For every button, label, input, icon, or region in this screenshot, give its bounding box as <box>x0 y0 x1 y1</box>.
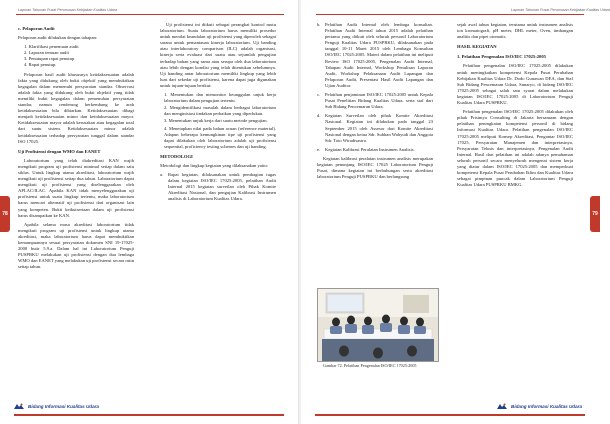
right-column-2 <box>457 22 573 191</box>
audit-step: 3. Penutupan rapat penutup <box>24 56 75 62</box>
audit-report-heading: c. Pelaporan Audit <box>18 26 55 31</box>
list-text: Pelatihan penjaminan ISO/IEC 17025:2005 untuk Kepala Pusat Penelitian Bidang Kualitas Udara, serta staf dari Sub Bidang Pencemaran Udara. <box>325 92 433 110</box>
list-text: Pelatihan Audit Internal oleh lembaga konsultan. Pelatihan Audit Internal tahun 2015 adalah pelatihan pertama yang diikuti oleh seluruh personil Laboratorium Penguji Kualitas Udara PUSPRKU, dilaksanakan pada tanggal 10-11 Maret 2015 oleh Lembaga Konsultan ISO/IEC 17025:2005. Materi dalam pelatihan ini meliputi Review ISO 17025:2005, Pengenalan Audit Internal, Tahapan Audit Internal, Workshop Penulisan Laporan Audit, Workshop Pelaksanaan Audit Lapangan dan Pelaporan Audit, Presentasi Hasil Audit Lapangan dan Ujian Auditor. <box>325 22 433 88</box>
purposes-list <box>160 92 276 150</box>
left-page <box>0 0 299 424</box>
methodology-list <box>160 172 276 202</box>
audit-report-intro: Pelaporan audit dilakukan dengan tahapan: <box>18 35 98 41</box>
list-marker: c. <box>317 92 321 98</box>
activity-list <box>317 22 433 153</box>
footer-unit-name: Bidang Informasi Kualitas Udara <box>28 403 99 409</box>
list-text: Kegiatan Surveilan oleh pihak Komite Akreditasi Nasional. Kegiatan ini dilakukan pada tanggal 23 September 2015 oleh Assesor dari Komite Akreditasi Nasional dengan ketua Sdr. Subhan Wahyudi dan Anggota Sdr. Toto Wiradisastra. <box>325 113 433 143</box>
left-footer <box>14 402 99 410</box>
methodology-intro: Metodologi dan lingkup kegiatan yang dilaksanakan yaitu: <box>160 162 268 168</box>
training-photo-image <box>318 289 438 361</box>
paragraph: Pelaporan hasil audit khususnya ketidaksesuaian adalah fakta yang didukung oleh bukti objektif yang membuktikan kegagalan dalam memenuhi persyaratan standar. Observasi adalah fakta yang didukung oleh bukti objektif yang tidak memiliki bukti kegagalan dalam pemenuhan persyaratan standar, namun cenderung berkembang ke arah ketidaksesuaian bila dibiarkan. Ketidaksesuaian dibagi menjadi ketidaksesuaian minor dan ketidaksesuaian mayor. Ketidaksesuaian mayor adalah kerusakan atau kegagalan total dari suatu sistem. Ketidaksesuaian minor adalah ketidaksesuaian terhadap persyaratan tunggal dalam standar ISO 17025. <box>18 71 134 144</box>
audit-step: 1. Klarifikasi penemuan audit <box>24 44 79 50</box>
left-footer-rule <box>14 414 284 416</box>
left-header-rule <box>16 14 284 15</box>
right-footer <box>497 402 582 410</box>
activity-item <box>317 146 433 153</box>
activity-item <box>317 92 433 110</box>
purpose-item: 1. Menentukan dan memonitor keunggulan unjuk kerja laboratorium dalam pengujian tertentu. <box>164 92 276 104</box>
paragraph: Uji profisiensi ini diikuti sebagai perangkat kontrol mutu laboratorium. Suatu laboratorium harus memiliki prosedur untuk menilai keandalan uji profisiensi yang diperoleh sebagai sarana untuk pemantauan kinerja laboratorium. Uji banding atau interlaboratory comparison (ILC) adalah organisasi, kinerja serta evaluasi dari suatu atau sejumlah pengujian terhadap bahan yang sama atau serupa oleh dua laboratorium atau lebih dengan kondisi yang telah ditentukan sebelumnya. Uji banding antar laboratorium memiliki lingkup yang lebih luas dari sekedar uji profisiensi, karena dapat juga digunakan untuk tujuan-tujuan berikut: <box>160 22 276 88</box>
right-footer-rule <box>315 414 585 416</box>
list-text: Kegiatan Kalibrasi Peralatan Instrumen Analisis. <box>325 146 415 152</box>
proficiency-heading: Uji Profisiensi dengan WMO dan EANET <box>18 148 101 154</box>
activity-item <box>317 22 433 89</box>
results-heading: HASIL KEGIATAN <box>457 44 497 50</box>
left-page-number-tab: 78 <box>0 196 10 232</box>
training-photo <box>317 288 439 362</box>
list-text: Rapat kegiatan, dilaksanakan untuk pembagian tugas dalam kegiatan ISO/IEC 17025:2005, pelatihan Audit Internal 2015 kegiatan surveilan oleh Pihak Komite Akreditasi Nasional, dan pengujian Kalibrasi Instrumen analisis di Laboratorium Kualitas Udara. <box>168 172 276 202</box>
paragraph: Pelatihan pengenalan ISO/IEC 17025:2005 dilakukan untuk meningkatkan kompetensi Kepala Pusat Perubahan Kebijakan Kualitas Udara Dr. Dodo Gunawan DEA, dan Staf Sub Bidang Pencemaran Udara, Sunaryo, di bidang ISO/IEC 17025:2005 sebagai salah satu syarat dalam melakukan kegiatan ISO/IEC 17025:2005 di Laboratorium Penguji Kualitas Udara PUSPRKU. <box>457 63 573 106</box>
audit-step: 2. Laporan temuan audit <box>24 50 69 56</box>
right-running-header: Laporan Tahunan Pusat Perumusan Kebijakan Kualitas Udara <box>511 8 610 12</box>
audit-steps-list <box>18 44 134 68</box>
list-marker: a. <box>160 172 164 178</box>
results-subheading: 1. Pelatihan Pengenalan ISO/IEC 17025:2005 <box>457 54 546 60</box>
paragraph: Kegiatan kalibrasi peralatan instrumen analisis merupakan kegiatan penunjang ISO/IEC 17025 Laboratorium Penguji Pusat, dimana kegiatan ini berhubungan serta akreditasi laboratorium Penguji PUSPRKU dan berlangsung <box>317 155 433 180</box>
activity-item <box>317 113 433 143</box>
list-marker: b. <box>317 22 321 27</box>
right-header-rule <box>316 14 584 15</box>
left-column-1 <box>18 22 134 273</box>
right-page-number-tab: 79 <box>590 196 600 232</box>
agency-logo-icon <box>14 403 24 410</box>
methodology-heading: METODOLOGI <box>160 153 193 159</box>
figure-caption: Gambar 72. Pelatihan Pengenalan ISO/IEC 17025:2005 <box>323 363 417 368</box>
agency-logo-icon <box>497 403 507 410</box>
left-column-2 <box>160 22 276 206</box>
list-marker: d. <box>317 113 321 119</box>
paragraph: Apabila selama masa akreditasi laboratorium tidak mengikuti program uji profisiensi untuk lingkup utama akreditasi, maka laboratorium harus dapat membuktikan kemampuannya sesuai persyaratan dokumen SNI 19-17025-2000 butir 5.9.a. Dalam hal ini Laboratorium Penguji PUSPRKU melakukan uji profisiensi dengan dua lembaga WMO dan EANET yang melakukan uji profisiensi secara rutin setiap tahun. <box>18 221 135 270</box>
right-page <box>301 0 610 424</box>
paragraph: Pelatihan pengenalan ISO/IEC 17025:2005 dilakukan oleh pihak Prisimya Consulting di Jakarta bersamaan dengan pelatihan peningkatan kompetensi personil di bidang Informasi Kualitas Udara. Pelatihan pengenalan ISO/IEC 17025:2005 meliputi Konsep Akreditasi, Pengantar ISO/IEC 17025, Persyaratan Manajemen dan interpretasinya, Persyaratan Teknis dan interpretasinya, Pengenalan Audit Internal. Hasil dari pelatihan ini adalah adanya pemahaman seluruh personil secara menyeluruh mengenai sistem kerja yang diatur dalam ISO/IEC 17025:2005 dan memperkuat kompetensi Kepala Pusat Perubahan Iklim dan Kualitas Udara sebagai pimpinan puncak dalam Laboratorium Penguji Kualitas Udara PUSPRKU BMKG. <box>457 109 573 188</box>
right-column-1 <box>317 22 433 183</box>
purpose-item: 3. Menentukan unjuk kerja dari suatu metode pengujian. <box>164 118 268 124</box>
purpose-item: 2. Mengidentifikasi masalah dalam berbagai laboratorium dan menginisiasi tindakan perbaikan yang diperlukan. <box>164 105 276 117</box>
footer-unit-name: Bidang Informasi Kualitas Udara <box>511 403 582 409</box>
paragraph: sejak awal tahun kegiatan, terutama untuk instrumen analisis ion kromatografi, pH meter, DHL meter, Oven, timbangan analitis dan pipet otomatis. <box>457 22 573 40</box>
purpose-item: 4. Menetapkan nilai pada bahan acuan (reference material). Adapun beberapa kemungkinan tipe uji profisiensi yang dapat dilakukan oleh laboratorium adalah uji profisiensi sequential, proficiency testing schemes dan uji banding. <box>164 125 276 149</box>
audit-step: 4. Rapat penutup. <box>24 62 57 68</box>
list-marker: e. <box>317 146 321 152</box>
left-running-header: Laporan Tahunan Pusat Perumusan Kebijakan Kualitas Udara <box>18 8 117 12</box>
paragraph: Laboratorium yang telah diakreditasi KAN wajib mengikuti program uji profisiensi minimal setiap dalam satu siklus. Untuk lingkup utama akreditasi, laboratorium wajib mengikuti uji profisiensi setiap dua tahun. Laboratorium dapat mengikuti uji profisiensi yang diselenggarakan oleh APLAC/ILAC. Apabila KAN tidak menyelenggarakan uji profisiensi untuk suatu lingkup tertentu, maka laboratorium harus mencari alternatif uji profisiensi dari organisasi lain yang kompeten. Bukti keikutsertaan dalam uji profisiensi harus disampaikan ke KAN. <box>18 157 134 218</box>
methodology-item <box>160 172 276 202</box>
